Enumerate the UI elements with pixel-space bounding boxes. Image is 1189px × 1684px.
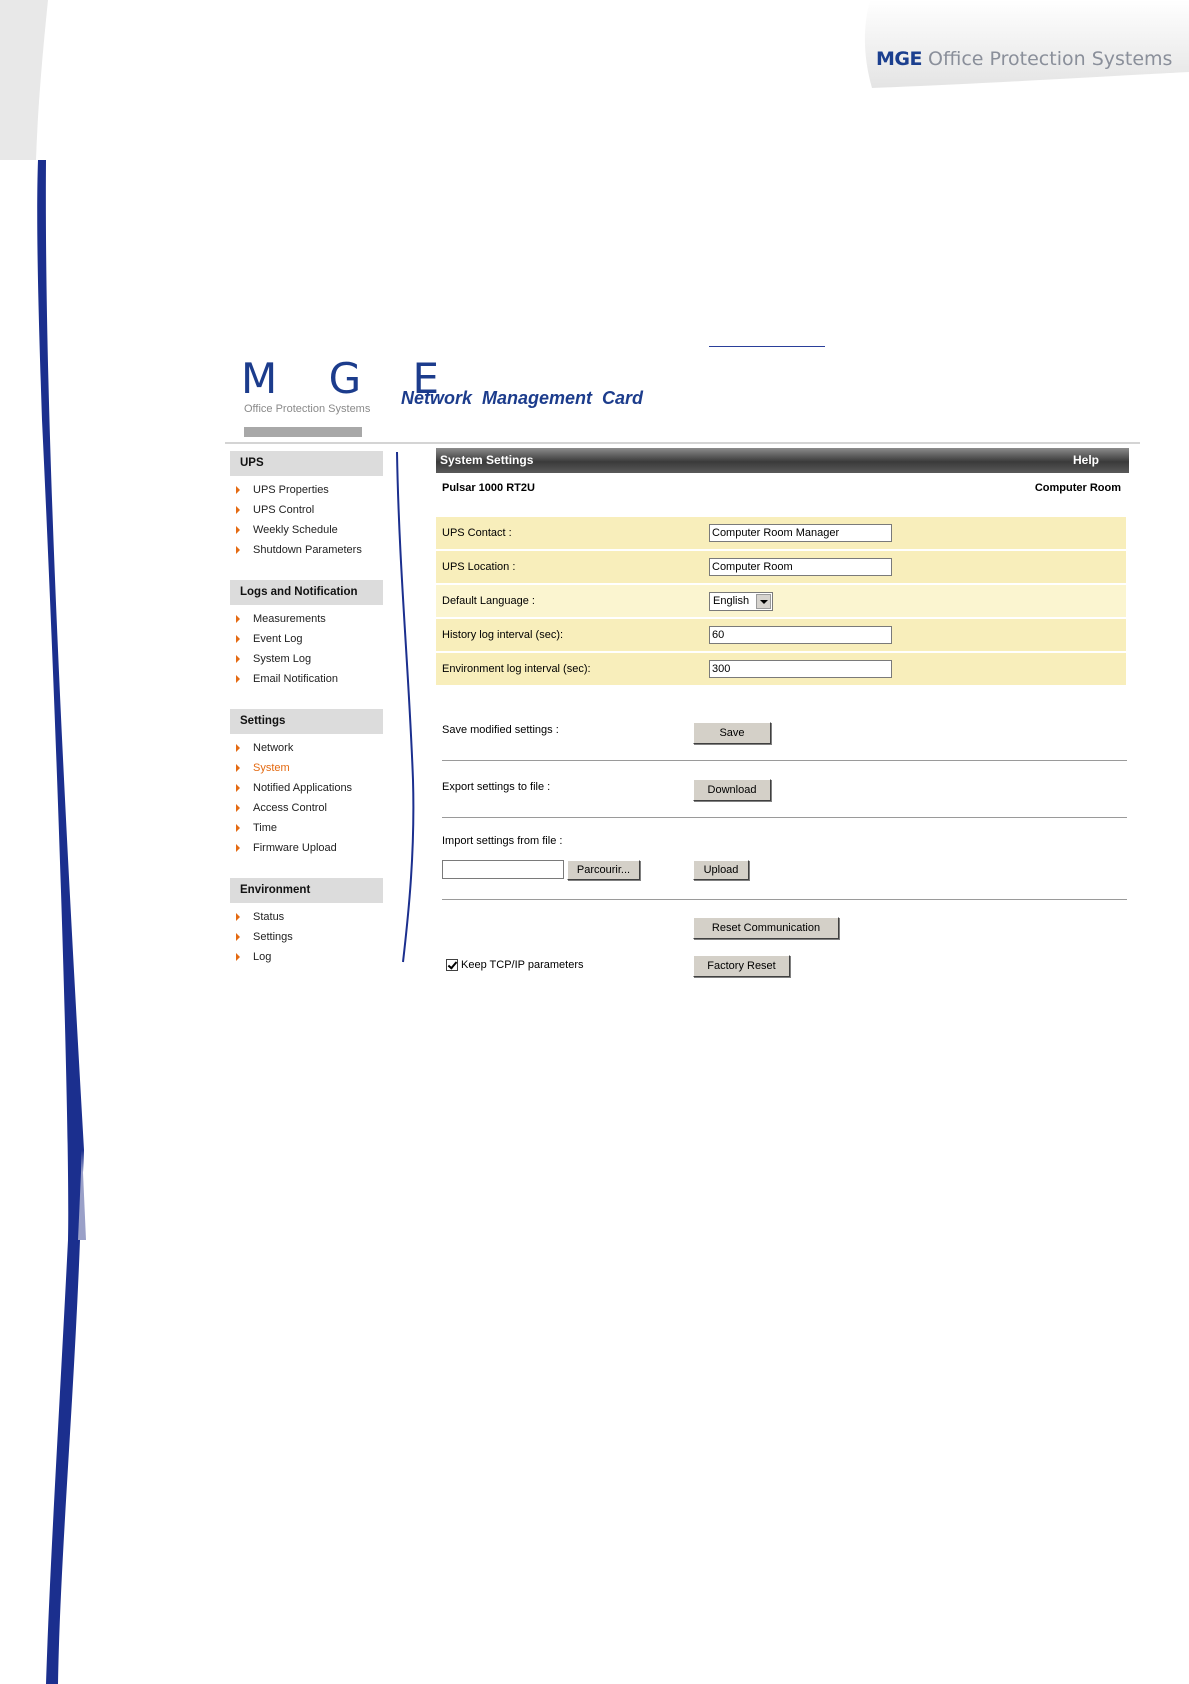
sidebar-divider-curve — [391, 450, 431, 970]
nmc-screenshot — [223, 350, 1143, 1010]
brand-mge: MGE — [876, 48, 922, 70]
import-label: Import settings from file : — [442, 835, 563, 847]
device-location: Computer Room — [1034, 482, 1121, 494]
setting-row-ups-contact — [436, 517, 1126, 549]
sidebar-item-access-control[interactable]: Access Control — [230, 798, 383, 818]
sidebar-item-event-log[interactable]: Event Log — [230, 629, 383, 649]
mge-logo: M G E — [241, 354, 459, 403]
sidebar-heading: UPS — [230, 451, 383, 476]
bullet-icon — [236, 784, 240, 792]
chevron-down-icon[interactable] — [756, 594, 771, 609]
panel-title: System Settings — [440, 453, 534, 467]
ups-contact-input[interactable] — [709, 524, 892, 542]
sidebar-item-status[interactable]: Status — [230, 907, 383, 927]
keep-tcpip-label: Keep TCP/IP parameters — [461, 959, 584, 971]
language-select[interactable] — [709, 592, 773, 611]
sidebar-section-ups — [230, 451, 383, 560]
settings-table — [436, 515, 1126, 687]
download-button[interactable]: Download — [693, 779, 771, 801]
bullet-icon — [236, 675, 240, 683]
separator — [442, 760, 1127, 761]
sidebar-heading: Logs and Notification — [230, 580, 383, 605]
setting-row-history-log — [436, 619, 1126, 651]
sidebar-item-measurements[interactable]: Measurements — [230, 609, 383, 629]
field-label: UPS Contact : — [442, 527, 512, 539]
panel-header — [436, 448, 1129, 473]
bullet-icon — [236, 506, 240, 514]
upload-button[interactable]: Upload — [693, 860, 749, 880]
bullet-icon — [236, 764, 240, 772]
bullet-icon — [236, 615, 240, 623]
separator — [442, 899, 1127, 900]
reset-communication-button[interactable]: Reset Communication — [693, 917, 839, 939]
bullet-icon — [236, 526, 240, 534]
page-left-stripe — [0, 0, 120, 1684]
device-info — [436, 473, 1129, 503]
browse-button[interactable]: Parcourir... — [567, 860, 640, 880]
logo-subtitle: Office Protection Systems — [244, 403, 371, 415]
separator — [442, 817, 1127, 818]
bullet-icon — [236, 486, 240, 494]
sidebar-section-settings — [230, 709, 383, 858]
sidebar-item-log[interactable]: Log — [230, 947, 383, 967]
field-label: UPS Location : — [442, 561, 516, 573]
bullet-icon — [236, 804, 240, 812]
factory-reset-button[interactable]: Factory Reset — [693, 955, 790, 977]
sidebar-item-ups-properties[interactable]: UPS Properties — [230, 480, 383, 500]
brand-header-text — [876, 48, 1172, 70]
bullet-icon — [236, 744, 240, 752]
bullet-icon — [236, 844, 240, 852]
save-button[interactable]: Save — [693, 722, 771, 744]
brand-tab-shape — [860, 0, 1189, 88]
bullet-icon — [236, 635, 240, 643]
sidebar — [230, 451, 383, 987]
bullet-icon — [236, 953, 240, 961]
setting-row-ups-location — [436, 551, 1126, 583]
logo-bar — [244, 427, 362, 437]
sidebar-item-network[interactable]: Network — [230, 738, 383, 758]
device-model: Pulsar 1000 RT2U — [442, 482, 535, 494]
setting-row-language — [436, 585, 1126, 617]
setting-row-env-log — [436, 653, 1126, 685]
field-label: Environment log interval (sec): — [442, 663, 591, 675]
sidebar-heading: Settings — [230, 709, 383, 734]
sidebar-item-shutdown-parameters[interactable]: Shutdown Parameters — [230, 540, 383, 560]
keep-tcpip-checkbox[interactable] — [446, 959, 458, 971]
ups-location-input[interactable] — [709, 558, 892, 576]
sidebar-item-env-settings[interactable]: Settings — [230, 927, 383, 947]
header-divider — [225, 442, 1140, 444]
history-log-interval-input[interactable] — [709, 626, 892, 644]
sidebar-item-time[interactable]: Time — [230, 818, 383, 838]
environment-log-interval-input[interactable] — [709, 660, 892, 678]
main-content — [436, 448, 1129, 972]
sidebar-item-notified-applications[interactable]: Notified Applications — [230, 778, 383, 798]
sidebar-item-email-notification[interactable]: Email Notification — [230, 669, 383, 689]
sidebar-item-system[interactable]: System — [230, 758, 383, 778]
app-title: Network Management Card — [401, 388, 644, 408]
sidebar-heading: Environment — [230, 878, 383, 903]
sidebar-item-ups-control[interactable]: UPS Control — [230, 500, 383, 520]
field-label: Default Language : — [442, 595, 535, 607]
import-file-path-input[interactable] — [442, 860, 564, 879]
sidebar-section-logs — [230, 580, 383, 689]
bullet-icon — [236, 824, 240, 832]
sidebar-item-system-log[interactable]: System Log — [230, 649, 383, 669]
sidebar-item-weekly-schedule[interactable]: Weekly Schedule — [230, 520, 383, 540]
bullet-icon — [236, 655, 240, 663]
language-select-value: English — [713, 594, 750, 607]
bullet-icon — [236, 913, 240, 921]
bullet-icon — [236, 933, 240, 941]
field-label: History log interval (sec): — [442, 629, 564, 641]
bullet-icon — [236, 546, 240, 554]
help-link[interactable]: Help — [1072, 453, 1099, 467]
save-label: Save modified settings : — [442, 724, 559, 736]
brand-tagline: Office Protection Systems — [928, 48, 1173, 70]
sidebar-item-firmware-upload[interactable]: Firmware Upload — [230, 838, 383, 858]
link-underline — [709, 346, 825, 347]
export-label: Export settings to file : — [442, 781, 551, 793]
sidebar-section-environment — [230, 878, 383, 967]
